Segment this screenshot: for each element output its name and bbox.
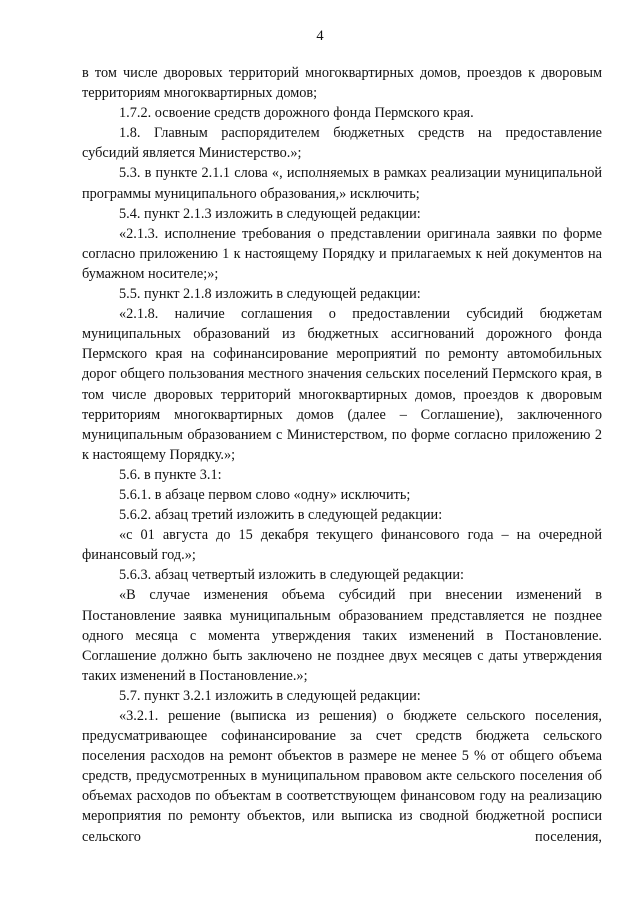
paragraph: 5.6.1. в абзаце первом слово «одну» исключить;	[119, 486, 411, 503]
paragraph: «2.1.8. наличие соглашения о предоставлении субсидий бюджетам муниципальных образований из бюджетных ассигнований дорожного фонда Пермского края на софинансирование мероприятий по ремонту автомобильных дорог общего пользования местного значения сельских поселений Пермского края, в том числе дворовых территорий многоквартирных домов, проездов к дворовым территориям многоквартирных домов (далее – Соглашение), заключенного муниципальным образованием с Министерством, по форме согласно приложению 2 к настоящему Порядку.»;	[82, 306, 602, 463]
paragraph: 1.8. Главным распорядителем бюджетных средств на предоставление субсидий является Министерство.»;	[82, 125, 602, 162]
document-body	[82, 63, 602, 847]
paragraph: 5.7. пункт 3.2.1 изложить в следующей редакции:	[119, 687, 421, 704]
paragraph: 5.6.3. абзац четвертый изложить в следующей редакции:	[119, 567, 464, 584]
paragraph: «2.1.3. исполнение требования о представлении оригинала заявки по форме согласно приложению 1 к настоящему Порядку и прилагаемых к ней документов на бумажном носителе;»;	[82, 225, 602, 282]
paragraph: в том числе дворовых территорий многоквартирных домов, проездов к дворовым территориям многоквартирных домов;	[82, 65, 602, 102]
paragraph: 5.5. пункт 2.1.8 изложить в следующей редакции:	[119, 286, 421, 303]
paragraph: «с 01 августа до 15 декабря текущего финансового года – на очередной финансовый год.»;	[82, 527, 602, 564]
paragraph: 5.6.2. абзац третий изложить в следующей редакции:	[119, 507, 443, 524]
page-number: 4	[316, 28, 324, 44]
paragraph: «3.2.1. решение (выписка из решения) о бюджете сельского поселения, предусматривающее софинансирование за счет средств бюджета сельского поселения расходов на ремонт объектов в размере не менее 5 % от общего объема средств, предусмотренных в муниципальном правовом акте сельского поселения об объемах расходов по объектам в соответствующем финансовом году на реализацию мероприятия по ремонту объектов, или выписка из сводной бюджетной росписи сельского поселения,	[82, 708, 602, 845]
paragraph: 5.6. в пункте 3.1:	[119, 466, 222, 483]
paragraph: 5.4. пункт 2.1.3 изложить в следующей редакции:	[119, 205, 421, 222]
paragraph: 1.7.2. освоение средств дорожного фонда Пермского края.	[119, 105, 474, 122]
paragraph: 5.3. в пункте 2.1.1 слова «, исполняемых в рамках реализации муниципальной программы муниципального образования,» исключить;	[82, 165, 602, 202]
paragraph: «В случае изменения объема субсидий при внесении изменений в Постановление заявка муниципальным образованием представляется не позднее одного месяца с момента утверждения таких изменений в Постановление. Соглашение должно быть заключено не позднее двух месяцев с даты утверждения таких изменений в Постановление.»;	[82, 587, 602, 684]
